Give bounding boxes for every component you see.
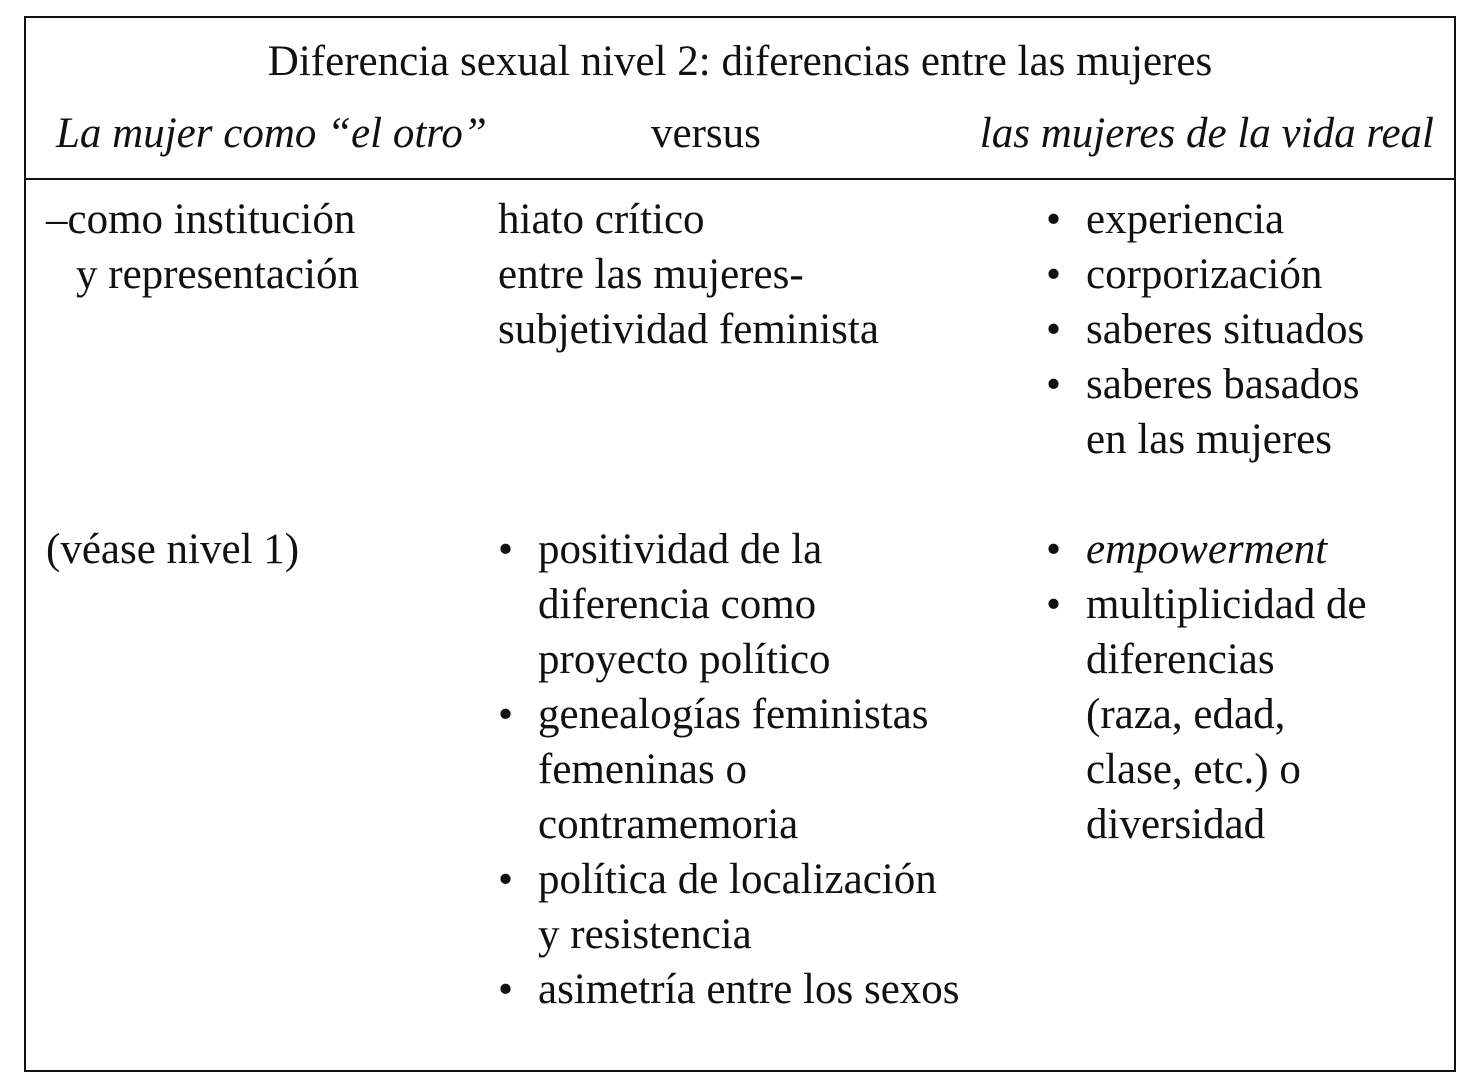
bullet-icon [1046, 247, 1061, 302]
comparison-table [24, 16, 1456, 1072]
row1-left-cell [46, 192, 359, 302]
list-item: • corporización [1046, 247, 1364, 302]
list-item: • genealogías feministas femeninas o contramemoria [498, 687, 960, 852]
row1-middle-line: subjetividad feminista [498, 306, 879, 353]
bullet-icon [1046, 522, 1061, 577]
row2-right-list [1046, 522, 1367, 852]
list-item: • asimetría entre los sexos [498, 962, 960, 1017]
row1-right-cell [1046, 192, 1364, 467]
bullet-icon [498, 522, 513, 577]
row1-middle-line: entre las mujeres- [498, 251, 804, 298]
list-item: • política de localización y resistencia [498, 852, 960, 962]
row1-left-line: –como institución [46, 196, 356, 243]
row1-middle-line: hiato crítico [498, 196, 705, 243]
bullet-icon [498, 687, 513, 742]
header-divider [26, 178, 1454, 180]
bullet-icon [498, 852, 513, 907]
bullet-icon [1046, 302, 1061, 357]
row2-right-cell [1046, 522, 1367, 852]
row1-middle-cell [498, 192, 879, 357]
bullet-icon [1046, 357, 1061, 412]
list-item: • saberes situados [1046, 302, 1364, 357]
subheader-right: las mujeres de la vida real [979, 110, 1434, 157]
list-item: • experiencia [1046, 192, 1364, 247]
subheader-left: La mujer como “el otro” [56, 110, 487, 157]
row1-left-line: y representación [76, 251, 359, 298]
bullet-icon [1046, 577, 1061, 632]
list-item: • multiplicidad de diferencias (raza, edad, clase, etc.) o diversidad [1046, 577, 1367, 852]
list-item: • empowerment [1046, 522, 1367, 577]
row1-right-list [1046, 192, 1364, 467]
bullet-icon [498, 962, 513, 1017]
list-item: • saberes basados en las mujeres [1046, 357, 1364, 467]
row2-left-line: (véase nivel 1) [46, 526, 300, 573]
table-title: Diferencia sexual nivel 2: diferencias entre las mujeres [267, 38, 1213, 85]
list-item: • positividad de la diferencia como proyecto político [498, 522, 960, 687]
bullet-icon [1046, 192, 1061, 247]
row2-middle-list [498, 522, 960, 1017]
row2-left-cell [46, 522, 299, 577]
row2-middle-cell [498, 522, 960, 1017]
subheader-middle: versus [651, 110, 761, 157]
